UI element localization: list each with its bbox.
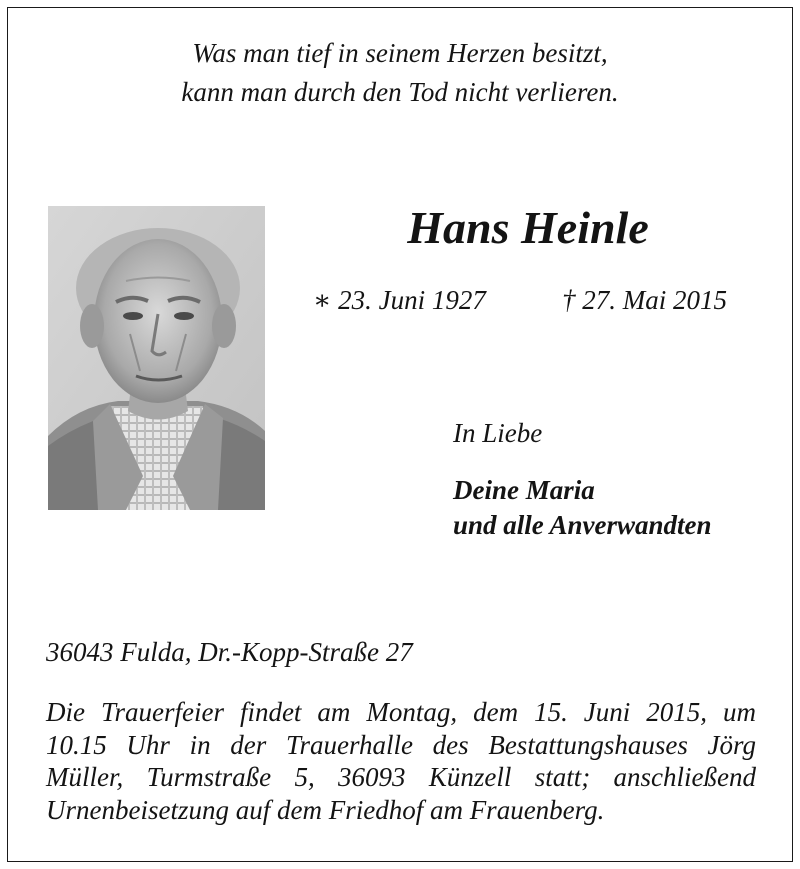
funeral-line: Müller, Turmstraße 5, 36093 Künzell statt; anschließend — [46, 762, 756, 792]
funeral-details — [46, 696, 756, 826]
mourner-line: und alle Anverwandten — [453, 510, 712, 540]
deceased-name: Hans Heinle — [407, 202, 649, 253]
motto-line: kann man durch den Tod nicht verlieren. — [181, 77, 619, 107]
death-date: † 27. Mai 2015 — [562, 285, 727, 315]
portrait-photo — [48, 206, 265, 510]
mourners-signature — [453, 473, 712, 543]
mourner-line: Deine Maria — [453, 475, 595, 505]
funeral-line: Die Trauerfeier findet am Montag, dem 15. Juni 2015, um — [46, 697, 756, 727]
motto-line: Was man tief in seinem Herzen besitzt, — [192, 38, 608, 68]
mourners-intro: In Liebe — [453, 418, 543, 448]
family-address: 36043 Fulda, Dr.-Kopp-Straße 27 — [46, 637, 413, 667]
funeral-line: 10.15 Uhr in der Trauerhalle des Bestattungshauses Jörg — [46, 729, 756, 760]
birth-date: ∗ 23. Juni 1927 — [313, 285, 486, 315]
funeral-line: Urnenbeisetzung auf dem Friedhof am Frauenberg. — [46, 794, 605, 825]
motto-quote — [0, 34, 800, 112]
